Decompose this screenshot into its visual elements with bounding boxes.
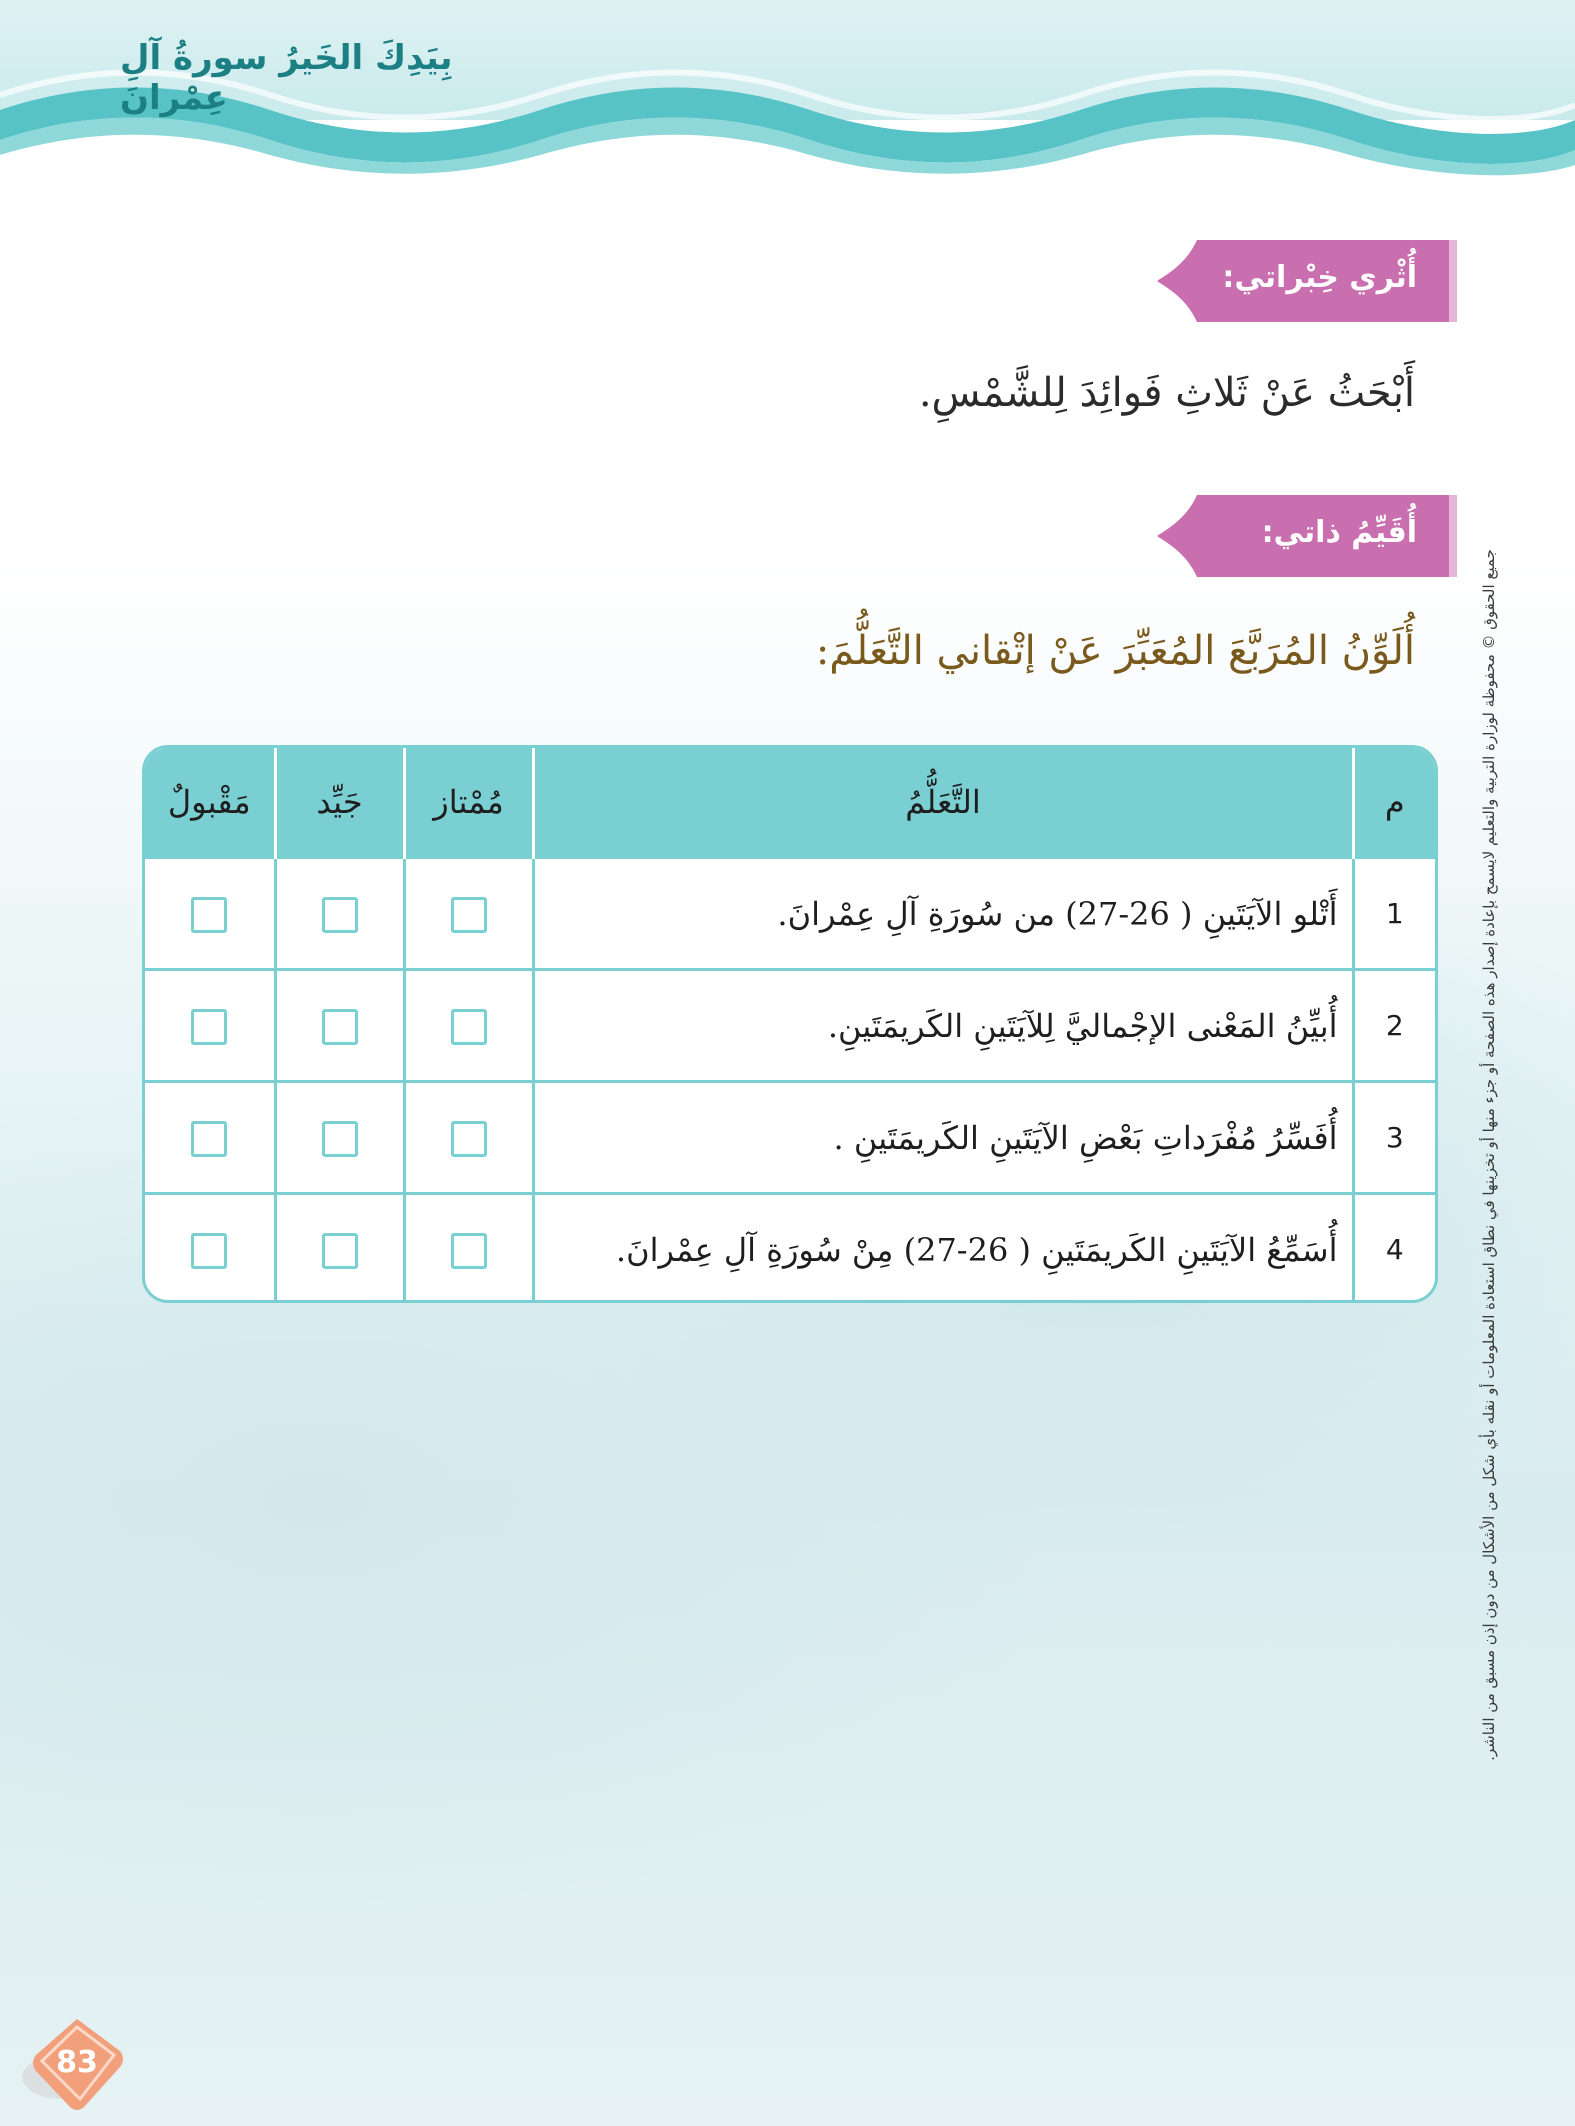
table-row — [145, 858, 1435, 970]
copyright-notice: جميع الحقوق © محفوظة لوزارة التربية والتعليم لايسمح بإعادة إصدار هذه الصفحة أو جزء منها أو تخزينها في نطاق استعادة المعلومات أو نقله بأي شكل من الأشكال من دون إذن مسبق من الناشر. — [1480, 549, 1498, 1761]
table-row — [145, 1194, 1435, 1304]
enrich-instruction — [919, 370, 1415, 416]
header-acceptable: مَقْبولٌ — [145, 748, 275, 858]
row-learning-text: أُبيِّنُ المَعْنى الإجْماليَّ لِلآيَتَينِ الكَريمَتَينِ. — [533, 970, 1353, 1082]
checkbox-excellent[interactable] — [451, 897, 487, 933]
header-excellent: مُمْتاز — [404, 748, 533, 858]
row-learning-text: أَتْلو الآيَتَينِ ( 26-27) من سُورَةِ آلِ عِمْرانَ. — [533, 858, 1353, 970]
checkbox-good[interactable] — [322, 897, 358, 933]
row-number: 1 — [1353, 858, 1435, 970]
header-num: م — [1353, 748, 1435, 858]
section-tab-enrich — [1157, 240, 1457, 322]
enrich-text: أَبْحَثُ عَنْ ثَلاثِ فَوائِدَ لِلشَّمْسِ. — [918, 370, 1415, 416]
assessment-table — [142, 745, 1438, 1303]
header-good: جَيِّد — [275, 748, 404, 858]
row-number: 4 — [1353, 1194, 1435, 1304]
checkbox-good[interactable] — [322, 1009, 358, 1045]
section-label-enrich: أُثْري خِبْراتي: — [1222, 260, 1417, 295]
checkbox-good[interactable] — [322, 1233, 358, 1269]
chapter-title: بِيَدِكَ الخَيرُ سورةُ آلِ عِمْرانَ — [120, 38, 453, 118]
table-header-row — [145, 748, 1435, 858]
checkbox-acceptable[interactable] — [191, 1121, 227, 1157]
section-label-assess: أُقَيِّمُ ذاتي: — [1261, 515, 1417, 550]
checkbox-acceptable[interactable] — [191, 897, 227, 933]
checkbox-acceptable[interactable] — [191, 1009, 227, 1045]
row-number: 3 — [1353, 1082, 1435, 1194]
row-learning-text: أُسَمِّعُ الآيَتَينِ الكَريمَتَينِ ( 26-27) مِنْ سُورَةِ آلِ عِمْرانَ. — [533, 1194, 1353, 1304]
table-row — [145, 970, 1435, 1082]
checkbox-acceptable[interactable] — [191, 1233, 227, 1269]
table-row — [145, 1082, 1435, 1194]
row-learning-text: أُفَسِّرُ مُفْرَداتِ بَعْضِ الآيَتَينِ الكَريمَتَينِ . — [533, 1082, 1353, 1194]
assess-instruction: أُلَوِّنُ المُرَبَّعَ المُعَبِّرَ عَنْ إتْقاني التَّعَلُّمَ: — [815, 628, 1415, 674]
page-number-badge — [22, 2015, 132, 2115]
checkbox-excellent[interactable] — [451, 1009, 487, 1045]
page-number: 83 — [56, 2045, 98, 2080]
row-number: 2 — [1353, 970, 1435, 1082]
section-tab-assess — [1157, 495, 1457, 577]
checkbox-excellent[interactable] — [451, 1233, 487, 1269]
header-learning: التَّعَلُّمُ — [533, 748, 1353, 858]
checkbox-excellent[interactable] — [451, 1121, 487, 1157]
checkbox-good[interactable] — [322, 1121, 358, 1157]
